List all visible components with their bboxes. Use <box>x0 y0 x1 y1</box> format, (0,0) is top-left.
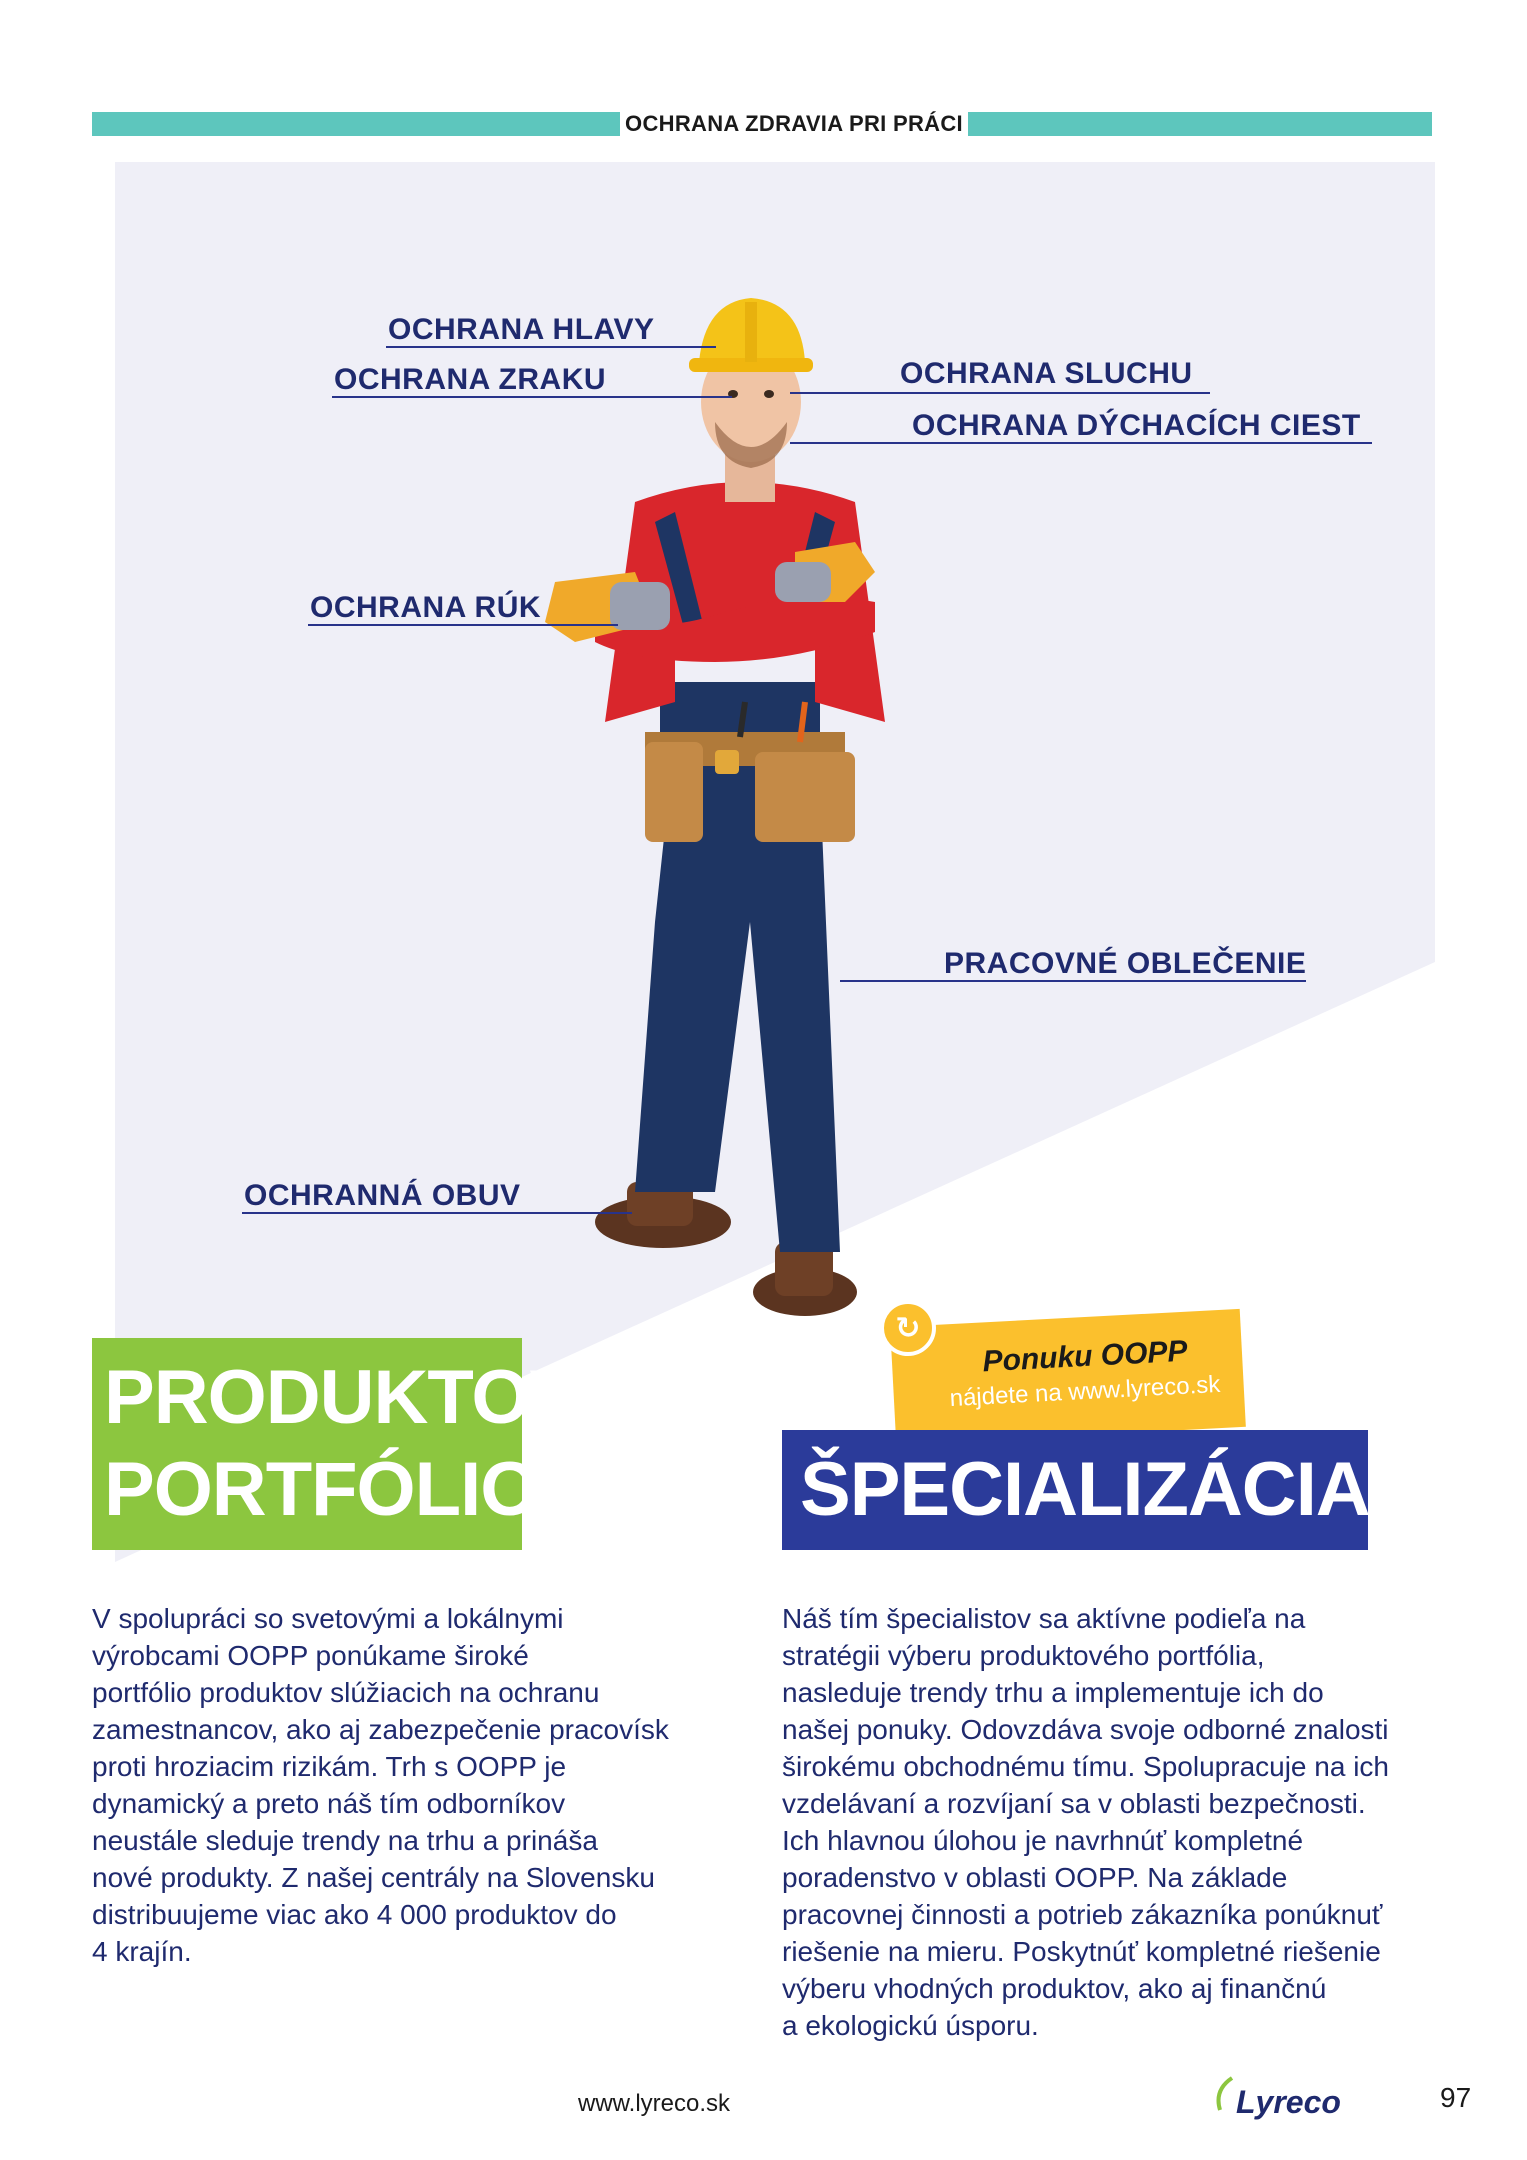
section-title: OCHRANA ZDRAVIA PRI PRÁCI <box>625 111 963 136</box>
label-head-protection: OCHRANA HLAVY <box>388 313 655 346</box>
label-respiratory-protection: OCHRANA DÝCHACÍCH CIEST <box>912 409 1361 442</box>
leader-line-head <box>386 346 716 348</box>
leader-line-respiratory <box>790 442 1372 444</box>
leader-line-workwear <box>840 980 1306 982</box>
label-eye-protection: OCHRANA ZRAKU <box>334 363 607 396</box>
label-workwear: PRACOVNÉ OBLEČENIE <box>944 947 1307 980</box>
label-safety-shoes: OCHRANNÁ OBUV <box>244 1179 521 1212</box>
header-bar-left <box>92 112 620 136</box>
leader-line-shoes <box>242 1212 632 1214</box>
leader-line-eyes <box>332 396 732 398</box>
portfolio-title-line1: PRODUKTOVÉ <box>104 1355 629 1440</box>
header-bar-right <box>968 112 1432 136</box>
label-ear-protection: OCHRANA SLUCHU <box>900 357 1193 390</box>
leader-line-hands <box>308 624 618 626</box>
arrow-icon: ↻ <box>880 1300 936 1356</box>
leader-line-ears <box>790 392 1210 394</box>
lyreco-logo-icon <box>1212 2076 1238 2112</box>
specialization-title: ŠPECIALIZÁCIA <box>800 1447 1370 1532</box>
portfolio-title-line2: PORTFÓLIO <box>104 1447 539 1532</box>
page-number: 97 <box>1440 2082 1472 2113</box>
lyreco-logo: Lyreco <box>1236 2084 1341 2120</box>
footer-url[interactable]: www.lyreco.sk <box>578 2090 731 2117</box>
callout-title: Ponuku OOPP <box>981 1334 1189 1379</box>
label-hand-protection: OCHRANA RÚK <box>310 591 542 624</box>
specialization-body: Náš tím špecialistov sa aktívne podieľa na stratégii výberu produktového portfólia, nasleduje trendy trhu a implementuje ich do našej ponuky. Odovzdáva svoje odborné znalosti širokému obchodnému tímu. Spolupracuje na ich vzdelávaní a rozvíjaní sa v oblasti bezpečnosti. Ich hlavnou úlohou je navrhnúť kompletné poradenstvo v oblasti OOPP. Na základe pracovnej činnosti a potrieb zákazníka ponúknuť riešenie na mieru. Poskytnúť kompletné riešenie výberu vhodných produktov, ako aj finančnú a ekologickú úsporu. <box>782 1603 1390 2041</box>
portfolio-title <box>104 1352 629 1536</box>
callout-subtitle[interactable]: nájdete na www.lyreco.sk <box>949 1370 1221 1413</box>
portfolio-body: V spolupráci so svetovými a lokálnymi výrobcami OOPP ponúkame široké portfólio produktov slúžiacich na ochranu zamestnancov, ako aj zabezpečenie pracovísk proti hroziacim rizikám. Trh s OOPP je dynamický a preto náš tím odborníkov neustále sleduje trendy na trhu a prináša nové produkty. Z našej centrály na Slovensku distribuujeme viac ako 4 000 produktov do 4 krajín. <box>92 1603 669 1967</box>
